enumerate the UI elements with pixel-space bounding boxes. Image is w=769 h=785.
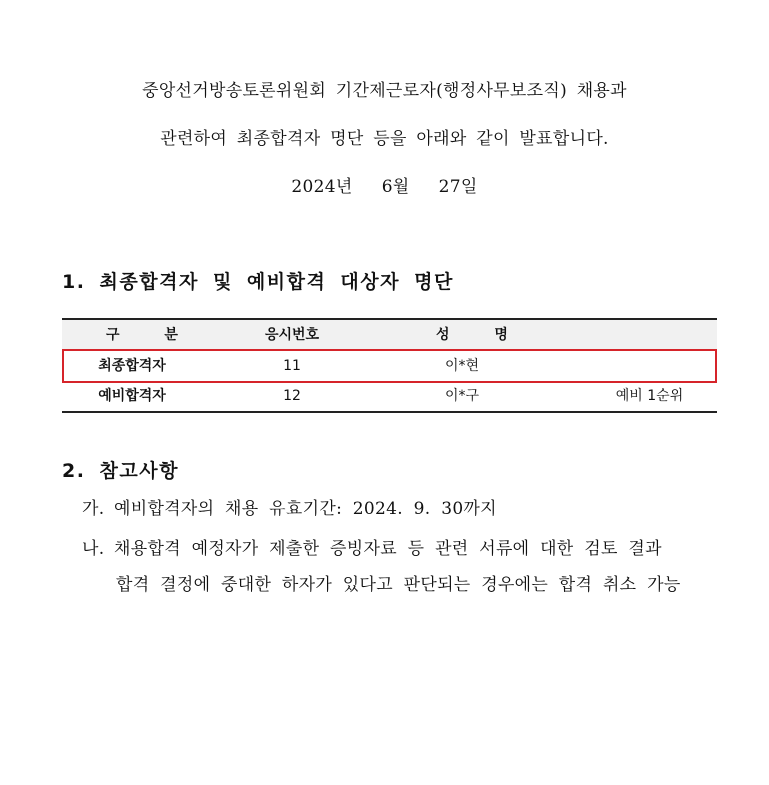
header-category: 구 분 xyxy=(106,327,198,343)
header-number: 응시번호 xyxy=(264,327,320,343)
row-note: 예비 1순위 xyxy=(615,388,684,404)
table-header-row xyxy=(62,318,717,351)
row-number: 11 xyxy=(283,358,301,374)
row-note xyxy=(582,351,717,381)
note-text: 예비합격자의 채용 유효기간: 2024. 9. 30까지 xyxy=(114,499,497,519)
table-row xyxy=(62,351,717,381)
row-name: 이*구 xyxy=(444,388,480,404)
note-text: 채용합격 예정자가 제출한 증빙자료 등 관련 서류에 대한 검토 결과 xyxy=(114,539,662,559)
candidate-table xyxy=(62,318,717,413)
table-row xyxy=(62,381,717,413)
row-category: 예비합격자 xyxy=(98,388,166,404)
note-item-b-continuation: 합격 결정에 중대한 하자가 있다고 판단되는 경우에는 합격 취소 가능 xyxy=(116,575,681,595)
header-name: 성 명 xyxy=(436,327,528,343)
row-number: 12 xyxy=(283,388,301,404)
row-name: 이*현 xyxy=(444,358,480,374)
section-2-heading: 2. 참고사항 xyxy=(62,460,179,482)
note-item-a xyxy=(82,494,497,519)
header-note xyxy=(582,320,717,350)
note-marker: 나. xyxy=(82,539,105,559)
announcement-line-2: 관련하여 최종합격자 명단 등을 아래와 같이 발표합니다. xyxy=(160,129,609,149)
section-1-heading: 1. 최종합격자 및 예비합격 대상자 명단 xyxy=(62,271,454,293)
note-item-b xyxy=(82,534,662,559)
row-category: 최종합격자 xyxy=(98,358,166,374)
announcement-date: 2024년 6월 27일 xyxy=(291,177,478,197)
note-marker: 가. xyxy=(82,499,105,519)
announcement-line-1: 중앙선거방송토론위원회 기간제근로자(행정사무보조직) 채용과 xyxy=(142,81,627,101)
